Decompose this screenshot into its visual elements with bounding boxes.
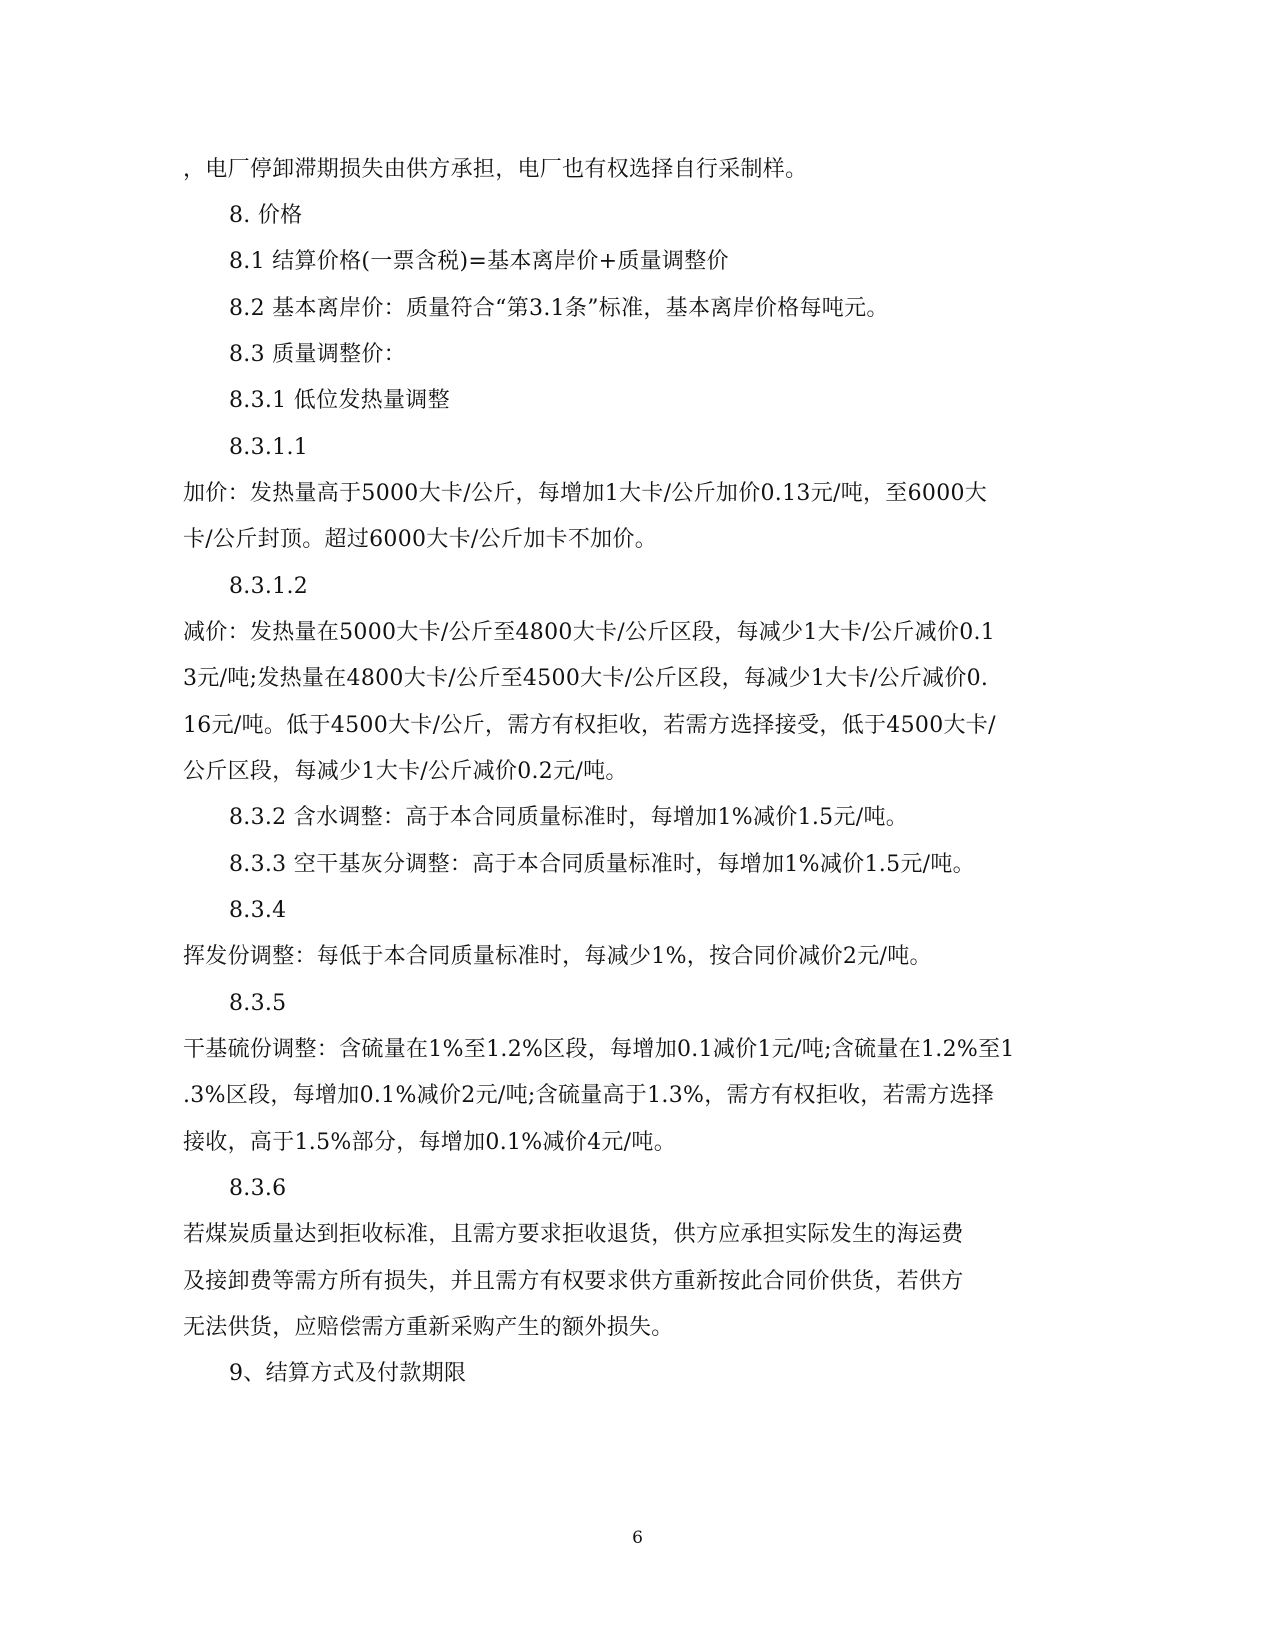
paragraph-line: ，电厂停卸滞期损失由供方承担，电厂也有权选择自行采制样。 xyxy=(183,157,808,182)
clause-8-3-1-2-number: 8.3.1.2 xyxy=(229,574,309,599)
clause-8-3-1-2-line-1: 减价：发热量在5000大卡/公斤至4800大卡/公斤区段，每减少1大卡/公斤减价0.1 xyxy=(183,620,996,645)
clause-8-2: 8.2 基本离岸价：质量符合“第3.1条”标准，基本离岸价格每吨元。 xyxy=(229,296,889,321)
clause-8-3: 8.3 质量调整价： xyxy=(229,342,406,367)
clause-8-3-5-number: 8.3.5 xyxy=(229,991,287,1016)
clause-8-1: 8.1 结算价格(一票含税)=基本离岸价+质量调整价 xyxy=(229,249,729,274)
page-number: 6 xyxy=(632,1528,643,1548)
section-heading-settlement: 9、结算方式及付款期限 xyxy=(229,1361,467,1386)
clause-8-3-2: 8.3.2 含水调整：高于本合同质量标准时，每增加1%减价1.5元/吨。 xyxy=(229,805,909,830)
clause-8-3-1-1-line-1: 加价：发热量高于5000大卡/公斤，每增加1大卡/公斤加价0.13元/吨，至6000大 xyxy=(183,481,988,506)
clause-8-3-1: 8.3.1 低位发热量调整 xyxy=(229,388,450,413)
clause-8-3-1-2-line-3: 16元/吨。低于4500大卡/公斤，需方有权拒收，若需方选择接受，低于4500大卡/ xyxy=(183,713,996,738)
clause-8-3-6-line-2: 及接卸费等需方所有损失，并且需方有权要求供方重新按此合同价供货，若供方 xyxy=(183,1269,964,1294)
section-heading-price: 8. 价格 xyxy=(229,203,303,228)
clause-8-3-5-line-1: 干基硫份调整：含硫量在1%至1.2%区段，每增加0.1减价1元/吨;含硫量在1.2%至1 xyxy=(183,1037,1015,1062)
clause-8-3-3: 8.3.3 空干基灰分调整：高于本合同质量标准时，每增加1%减价1.5元/吨。 xyxy=(229,852,975,877)
clause-8-3-1-2-line-2: 3元/吨;发热量在4800大卡/公斤至4500大卡/公斤区段，每减少1大卡/公斤减价0. xyxy=(183,666,989,691)
clause-8-3-5-line-3: 接收，高于1.5%部分，每增加0.1%减价4元/吨。 xyxy=(183,1130,676,1155)
clause-8-3-5-line-2: .3%区段，每增加0.1%减价2元/吨;含硫量高于1.3%，需方有权拒收，若需方选择 xyxy=(183,1083,995,1108)
clause-8-3-4-number: 8.3.4 xyxy=(229,898,287,923)
clause-8-3-6-line-1: 若煤炭质量达到拒收标准，且需方要求拒收退货，供方应承担实际发生的海运费 xyxy=(183,1222,964,1247)
clause-8-3-1-2-line-4: 公斤区段，每减少1大卡/公斤减价0.2元/吨。 xyxy=(183,759,628,784)
clause-8-3-4-text: 挥发份调整：每低于本合同质量标准时，每减少1%，按合同价减价2元/吨。 xyxy=(183,944,932,969)
clause-8-3-6-line-3: 无法供货，应赔偿需方重新采购产生的额外损失。 xyxy=(183,1315,674,1340)
clause-8-3-1-1-number: 8.3.1.1 xyxy=(229,435,309,460)
clause-8-3-6-number: 8.3.6 xyxy=(229,1176,287,1201)
clause-8-3-1-1-line-2: 卡/公斤封顶。超过6000大卡/公斤加卡不加价。 xyxy=(183,527,658,552)
